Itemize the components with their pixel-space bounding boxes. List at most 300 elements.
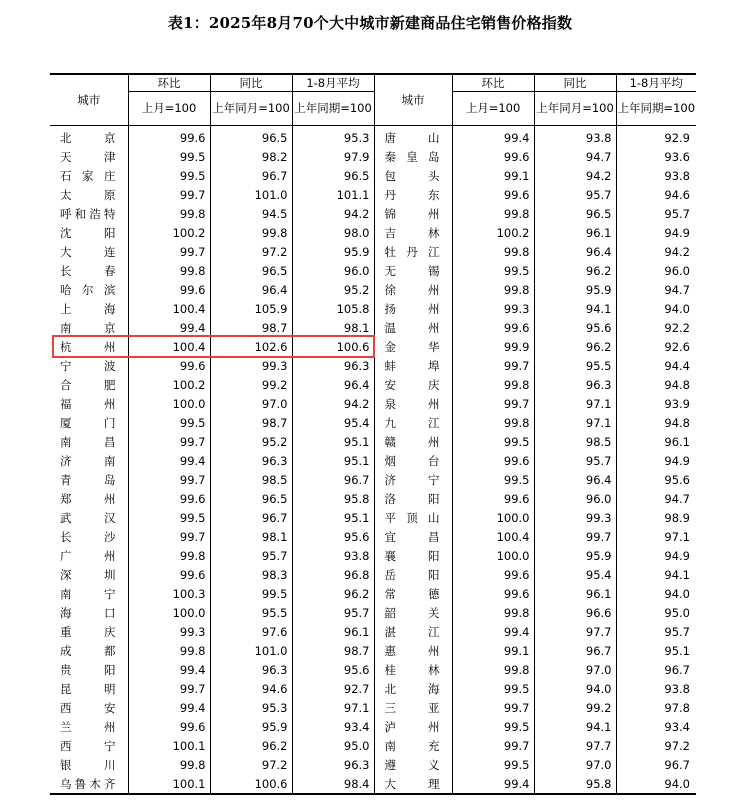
header-city-right: 城市: [374, 74, 452, 126]
avg-cell-left: 94.2: [292, 394, 374, 413]
mom-cell-left: 99.3: [128, 622, 210, 641]
city-cell-left: 大 连: [50, 242, 128, 261]
avg-cell-left: 95.0: [292, 736, 374, 755]
mom-cell-right: 99.6: [452, 318, 534, 337]
header-avg: 1-8月平均: [292, 74, 374, 92]
city-cell-right: 北 海: [374, 679, 452, 698]
avg-cell-right: 92.2: [664, 320, 690, 335]
table-row: [50, 546, 696, 565]
city-cell-left: 广 州: [50, 546, 128, 565]
yoy-cell-right: 94.1: [534, 717, 616, 736]
mom-cell-left: 99.6: [128, 717, 210, 736]
mom-cell-left: 100.4: [128, 337, 210, 356]
mom-cell-right: 100.0: [452, 546, 534, 565]
mom-cell-left: 99.8: [128, 641, 210, 660]
city-cell-left: 宁 波: [50, 356, 128, 375]
city-cell-right: 南 充: [374, 736, 452, 755]
city-cell-right: 宜 昌: [374, 527, 452, 546]
subheader-mom: 上月=100: [128, 92, 210, 126]
city-cell-left: 长 沙: [50, 527, 128, 546]
mom-cell-right: 99.5: [452, 470, 534, 489]
table-row: [50, 280, 696, 299]
mom-cell-left: 100.2: [128, 223, 210, 242]
mom-cell-left: 100.3: [128, 584, 210, 603]
yoy-cell-left: 101.0: [210, 185, 292, 204]
avg-cell-right: 93.9: [664, 396, 690, 411]
city-cell-left: 石家庄: [50, 166, 128, 185]
avg-cell-right: 94.2: [664, 244, 690, 259]
city-cell-right: 三 亚: [374, 698, 452, 717]
mom-cell-left: 100.0: [128, 394, 210, 413]
yoy-cell-right: 96.6: [534, 603, 616, 622]
yoy-cell-right: 93.8: [534, 126, 616, 148]
city-cell-right: 金 华: [374, 337, 452, 356]
city-cell-left: 长 春: [50, 261, 128, 280]
city-cell-left: 太 原: [50, 185, 128, 204]
yoy-cell-left: 99.8: [210, 223, 292, 242]
yoy-cell-left: 98.7: [210, 413, 292, 432]
table-row: [50, 774, 696, 794]
mom-cell-left: 99.7: [128, 527, 210, 546]
mom-cell-left: 100.1: [128, 774, 210, 794]
mom-cell-left: 100.2: [128, 375, 210, 394]
city-cell-left: 天 津: [50, 147, 128, 166]
city-cell-right: 徐 州: [374, 280, 452, 299]
city-cell-left: 银 川: [50, 755, 128, 774]
yoy-cell-left: 97.6: [210, 622, 292, 641]
table-row: [50, 451, 696, 470]
yoy-cell-left: 99.2: [210, 375, 292, 394]
yoy-cell-right: 99.3: [534, 508, 616, 527]
city-cell-right: 牡丹江: [374, 242, 452, 261]
city-cell-right: 平顶山: [374, 508, 452, 527]
mom-cell-right: 99.6: [452, 584, 534, 603]
yoy-cell-left: 98.7: [210, 318, 292, 337]
table-row: [50, 375, 696, 394]
mom-cell-left: 99.5: [128, 147, 210, 166]
city-cell-left: 郑 州: [50, 489, 128, 508]
mom-cell-left: 99.6: [128, 565, 210, 584]
city-cell-right: 岳 阳: [374, 565, 452, 584]
avg-cell-left: 98.7: [292, 641, 374, 660]
yoy-cell-left: 98.1: [210, 527, 292, 546]
mom-cell-right: 99.6: [452, 565, 534, 584]
subheader-mom-right: 上月=100: [452, 92, 534, 126]
city-cell-left: 重 庆: [50, 622, 128, 641]
avg-cell-right: 94.8: [664, 415, 690, 430]
header-mom: 环比: [128, 74, 210, 92]
mom-cell-left: 99.6: [128, 126, 210, 148]
mom-cell-left: 99.4: [128, 660, 210, 679]
avg-cell-right: 96.7: [664, 662, 690, 677]
yoy-cell-right: 97.7: [534, 622, 616, 641]
mom-cell-left: 100.4: [128, 299, 210, 318]
yoy-cell-left: 98.5: [210, 470, 292, 489]
price-index-table: [50, 73, 696, 795]
table-row: [50, 508, 696, 527]
avg-cell-left: 96.0: [292, 261, 374, 280]
table-row: [50, 717, 696, 736]
mom-cell-right: 100.2: [452, 223, 534, 242]
city-cell-left: 沈 阳: [50, 223, 128, 242]
avg-cell-left: 95.1: [292, 432, 374, 451]
city-cell-right: 烟 台: [374, 451, 452, 470]
city-cell-right: 蚌 埠: [374, 356, 452, 375]
city-cell-left: 厦 门: [50, 413, 128, 432]
avg-cell-left: 101.1: [292, 185, 374, 204]
yoy-cell-left: 96.7: [210, 166, 292, 185]
table-row: [50, 126, 696, 148]
avg-cell-left: 92.7: [292, 679, 374, 698]
avg-cell-right: 94.7: [664, 282, 690, 297]
mom-cell-right: 99.1: [452, 166, 534, 185]
avg-cell-right: 93.6: [664, 149, 690, 164]
city-cell-right: 襄 阳: [374, 546, 452, 565]
table-row: [50, 337, 696, 356]
city-cell-right: 洛 阳: [374, 489, 452, 508]
yoy-cell-right: 95.9: [534, 546, 616, 565]
subheader-avg-right: 上年同期=100: [616, 92, 696, 126]
yoy-cell-right: 98.5: [534, 432, 616, 451]
table-subheader-row: [50, 92, 696, 126]
yoy-cell-right: 97.1: [534, 394, 616, 413]
city-cell-right: 锦 州: [374, 204, 452, 223]
yoy-cell-right: 97.7: [534, 736, 616, 755]
avg-cell-left: 95.7: [292, 603, 374, 622]
mom-cell-right: 99.8: [452, 280, 534, 299]
mom-cell-left: 99.5: [128, 508, 210, 527]
table-row: [50, 527, 696, 546]
city-cell-left: 济 南: [50, 451, 128, 470]
mom-cell-left: 99.5: [128, 166, 210, 185]
subheader-yoy-right: 上年同月=100: [534, 92, 616, 126]
table-row: [50, 356, 696, 375]
mom-cell-left: 99.6: [128, 280, 210, 299]
table-row: [50, 489, 696, 508]
yoy-cell-left: 96.3: [210, 451, 292, 470]
header-city: 城市: [50, 74, 128, 126]
avg-cell-right: 92.6: [664, 339, 690, 354]
yoy-cell-left: 95.7: [210, 546, 292, 565]
city-cell-right: 济 宁: [374, 470, 452, 489]
yoy-cell-right: 96.3: [534, 375, 616, 394]
mom-cell-right: 99.6: [452, 489, 534, 508]
avg-cell-left: 96.1: [292, 622, 374, 641]
yoy-cell-right: 94.7: [534, 147, 616, 166]
yoy-cell-left: 95.3: [210, 698, 292, 717]
yoy-cell-left: 95.9: [210, 717, 292, 736]
table-row: [50, 641, 696, 660]
yoy-cell-right: 96.7: [534, 641, 616, 660]
avg-cell-left: 96.7: [292, 470, 374, 489]
mom-cell-right: 99.6: [452, 451, 534, 470]
mom-cell-left: 100.0: [128, 603, 210, 622]
avg-cell-right: 92.9: [664, 130, 690, 145]
table-row: [50, 413, 696, 432]
yoy-cell-left: 96.4: [210, 280, 292, 299]
mom-cell-left: 99.4: [128, 698, 210, 717]
avg-cell-right: 94.4: [664, 358, 690, 373]
avg-cell-left: 93.4: [292, 717, 374, 736]
avg-cell-right: 98.9: [664, 510, 690, 525]
city-cell-right: 大 理: [374, 774, 452, 794]
table-row: [50, 470, 696, 489]
avg-cell-left: 95.1: [292, 508, 374, 527]
mom-cell-right: 99.3: [452, 299, 534, 318]
avg-cell-left: 95.6: [292, 527, 374, 546]
page-title: 表1：2025年8月70个大中城市新建商品住宅销售价格指数: [167, 14, 573, 32]
avg-cell-right: 94.0: [664, 776, 690, 791]
table-row: [50, 185, 696, 204]
avg-cell-right: 94.9: [664, 225, 690, 240]
city-cell-right: 包 头: [374, 166, 452, 185]
avg-cell-left: 94.2: [292, 204, 374, 223]
table-row: [50, 204, 696, 223]
avg-cell-right: 94.7: [664, 491, 690, 506]
yoy-cell-right: 95.7: [534, 451, 616, 470]
table-row: [50, 660, 696, 679]
table-row: [50, 603, 696, 622]
city-cell-left: 深 圳: [50, 565, 128, 584]
city-cell-left: 西 宁: [50, 736, 128, 755]
mom-cell-left: 100.1: [128, 736, 210, 755]
city-cell-right: 泉 州: [374, 394, 452, 413]
table-row: [50, 147, 696, 166]
yoy-cell-left: 95.2: [210, 432, 292, 451]
avg-cell-left: 96.5: [292, 166, 374, 185]
city-cell-left: 南 昌: [50, 432, 128, 451]
city-cell-left: 西 安: [50, 698, 128, 717]
avg-cell-right: 94.8: [664, 377, 690, 392]
city-cell-left: 上 海: [50, 299, 128, 318]
city-cell-left: 福 州: [50, 394, 128, 413]
yoy-cell-right: 97.0: [534, 660, 616, 679]
mom-cell-left: 99.8: [128, 204, 210, 223]
mom-cell-right: 99.1: [452, 641, 534, 660]
avg-cell-left: 95.8: [292, 489, 374, 508]
mom-cell-left: 99.5: [128, 413, 210, 432]
avg-cell-right: 97.1: [664, 529, 690, 544]
avg-cell-left: 95.6: [292, 660, 374, 679]
avg-cell-right: 95.1: [664, 643, 690, 658]
table-row: [50, 261, 696, 280]
mom-cell-right: 99.4: [452, 774, 534, 794]
avg-cell-right: 95.0: [664, 605, 690, 620]
table-row: [50, 394, 696, 413]
avg-cell-left: 96.3: [292, 356, 374, 375]
yoy-cell-right: 95.5: [534, 356, 616, 375]
city-cell-right: 安 庆: [374, 375, 452, 394]
avg-cell-right: 93.4: [664, 719, 690, 734]
mom-cell-right: 99.8: [452, 375, 534, 394]
yoy-cell-left: 98.2: [210, 147, 292, 166]
yoy-cell-left: 97.0: [210, 394, 292, 413]
subheader-yoy: 上年同月=100: [210, 92, 292, 126]
table-row: [50, 242, 696, 261]
city-cell-left: 南 宁: [50, 584, 128, 603]
avg-cell-right: 96.0: [664, 263, 690, 278]
yoy-cell-right: 99.2: [534, 698, 616, 717]
yoy-cell-left: 96.5: [210, 126, 292, 148]
mom-cell-left: 99.6: [128, 489, 210, 508]
mom-cell-right: 99.4: [452, 622, 534, 641]
avg-cell-left: 95.2: [292, 280, 374, 299]
city-cell-right: 常 德: [374, 584, 452, 603]
city-cell-left: 呼和浩特: [50, 204, 128, 223]
yoy-cell-right: 95.8: [534, 774, 616, 794]
mom-cell-right: 99.7: [452, 698, 534, 717]
avg-cell-right: 94.0: [664, 586, 690, 601]
yoy-cell-left: 105.9: [210, 299, 292, 318]
yoy-cell-right: 94.0: [534, 679, 616, 698]
avg-cell-right: 95.7: [664, 206, 690, 221]
table-row: [50, 565, 696, 584]
avg-cell-right: 94.9: [664, 548, 690, 563]
city-cell-right: 唐 山: [374, 126, 452, 148]
avg-cell-right: 97.2: [664, 738, 690, 753]
yoy-cell-right: 94.1: [534, 299, 616, 318]
subheader-avg: 上年同期=100: [292, 92, 374, 126]
avg-cell-left: 96.3: [292, 755, 374, 774]
city-cell-left: 昆 明: [50, 679, 128, 698]
table-row: [50, 679, 696, 698]
avg-cell-right: 95.6: [664, 472, 690, 487]
city-cell-left: 北 京: [50, 126, 128, 148]
city-cell-left: 武 汉: [50, 508, 128, 527]
mom-cell-right: 99.9: [452, 337, 534, 356]
avg-cell-left: 93.8: [292, 546, 374, 565]
city-cell-left: 成 都: [50, 641, 128, 660]
mom-cell-left: 99.7: [128, 242, 210, 261]
mom-cell-right: 99.5: [452, 432, 534, 451]
city-cell-right: 泸 州: [374, 717, 452, 736]
header-mom-right: 环比: [452, 74, 534, 92]
city-cell-left: 哈尔滨: [50, 280, 128, 299]
mom-cell-left: 99.4: [128, 318, 210, 337]
city-cell-right: 无 锡: [374, 261, 452, 280]
table-row: [50, 622, 696, 641]
table-row: [50, 698, 696, 717]
mom-cell-right: 99.8: [452, 204, 534, 223]
yoy-cell-right: 96.2: [534, 337, 616, 356]
mom-cell-right: 99.8: [452, 603, 534, 622]
avg-cell-left: 97.1: [292, 698, 374, 717]
avg-cell-right: 97.8: [664, 700, 690, 715]
yoy-cell-right: 95.4: [534, 565, 616, 584]
yoy-cell-right: 96.5: [534, 204, 616, 223]
yoy-cell-right: 97.1: [534, 413, 616, 432]
mom-cell-right: 99.7: [452, 736, 534, 755]
mom-cell-right: 99.8: [452, 242, 534, 261]
yoy-cell-left: 98.3: [210, 565, 292, 584]
mom-cell-right: 99.7: [452, 394, 534, 413]
yoy-cell-left: 94.6: [210, 679, 292, 698]
city-cell-right: 丹 东: [374, 185, 452, 204]
city-cell-right: 扬 州: [374, 299, 452, 318]
mom-cell-left: 99.8: [128, 546, 210, 565]
avg-cell-right: 94.9: [664, 453, 690, 468]
mom-cell-left: 99.7: [128, 432, 210, 451]
avg-cell-right: 93.8: [664, 681, 690, 696]
city-cell-right: 湛 江: [374, 622, 452, 641]
yoy-cell-left: 102.6: [210, 337, 292, 356]
header-yoy: 同比: [210, 74, 292, 92]
city-cell-left: 乌鲁木齐: [50, 774, 128, 794]
mom-cell-left: 99.7: [128, 185, 210, 204]
yoy-cell-right: 96.4: [534, 470, 616, 489]
table-row: [50, 166, 696, 185]
city-cell-left: 杭 州: [50, 337, 128, 356]
city-cell-left: 南 京: [50, 318, 128, 337]
yoy-cell-left: 96.5: [210, 261, 292, 280]
table-row: [50, 584, 696, 603]
avg-cell-left: 95.9: [292, 242, 374, 261]
mom-cell-left: 99.7: [128, 470, 210, 489]
avg-cell-right: 95.7: [664, 624, 690, 639]
yoy-cell-right: 96.1: [534, 584, 616, 603]
yoy-cell-left: 96.3: [210, 660, 292, 679]
yoy-cell-left: 101.0: [210, 641, 292, 660]
avg-cell-left: 95.4: [292, 413, 374, 432]
mom-cell-right: 99.6: [452, 147, 534, 166]
yoy-cell-left: 95.5: [210, 603, 292, 622]
mom-cell-right: 99.5: [452, 755, 534, 774]
city-cell-right: 韶 关: [374, 603, 452, 622]
city-cell-right: 桂 林: [374, 660, 452, 679]
yoy-cell-left: 99.3: [210, 356, 292, 375]
avg-cell-left: 95.1: [292, 451, 374, 470]
avg-cell-left: 100.6: [292, 337, 374, 356]
table-row: [50, 736, 696, 755]
city-cell-right: 秦皇岛: [374, 147, 452, 166]
avg-cell-left: 96.2: [292, 584, 374, 603]
avg-cell-left: 95.3: [292, 126, 374, 148]
city-cell-right: 温 州: [374, 318, 452, 337]
header-yoy-right: 同比: [534, 74, 616, 92]
mom-cell-right: 100.4: [452, 527, 534, 546]
mom-cell-right: 99.5: [452, 261, 534, 280]
mom-cell-left: 99.8: [128, 261, 210, 280]
yoy-cell-right: 95.6: [534, 318, 616, 337]
yoy-cell-right: 94.2: [534, 166, 616, 185]
yoy-cell-right: 95.9: [534, 280, 616, 299]
city-cell-right: 九 江: [374, 413, 452, 432]
table-row: [50, 318, 696, 337]
city-cell-left: 青 岛: [50, 470, 128, 489]
table-row: [50, 223, 696, 242]
yoy-cell-left: 96.7: [210, 508, 292, 527]
avg-cell-right: 96.7: [664, 757, 690, 772]
city-cell-left: 海 口: [50, 603, 128, 622]
mom-cell-right: 99.5: [452, 717, 534, 736]
mom-cell-left: 99.4: [128, 451, 210, 470]
avg-cell-right: 96.1: [664, 434, 690, 449]
yoy-cell-left: 97.2: [210, 242, 292, 261]
mom-cell-right: 99.6: [452, 185, 534, 204]
yoy-cell-right: 97.0: [534, 755, 616, 774]
mom-cell-left: 99.7: [128, 679, 210, 698]
avg-cell-left: 105.8: [292, 299, 374, 318]
avg-cell-left: 97.9: [292, 147, 374, 166]
city-cell-right: 吉 林: [374, 223, 452, 242]
avg-cell-left: 96.4: [292, 375, 374, 394]
city-cell-left: 贵 阳: [50, 660, 128, 679]
avg-cell-right: 94.0: [664, 301, 690, 316]
yoy-cell-right: 96.2: [534, 261, 616, 280]
table-row: [50, 755, 696, 774]
avg-cell-right: 93.8: [664, 168, 690, 183]
mom-cell-right: 99.4: [452, 126, 534, 148]
